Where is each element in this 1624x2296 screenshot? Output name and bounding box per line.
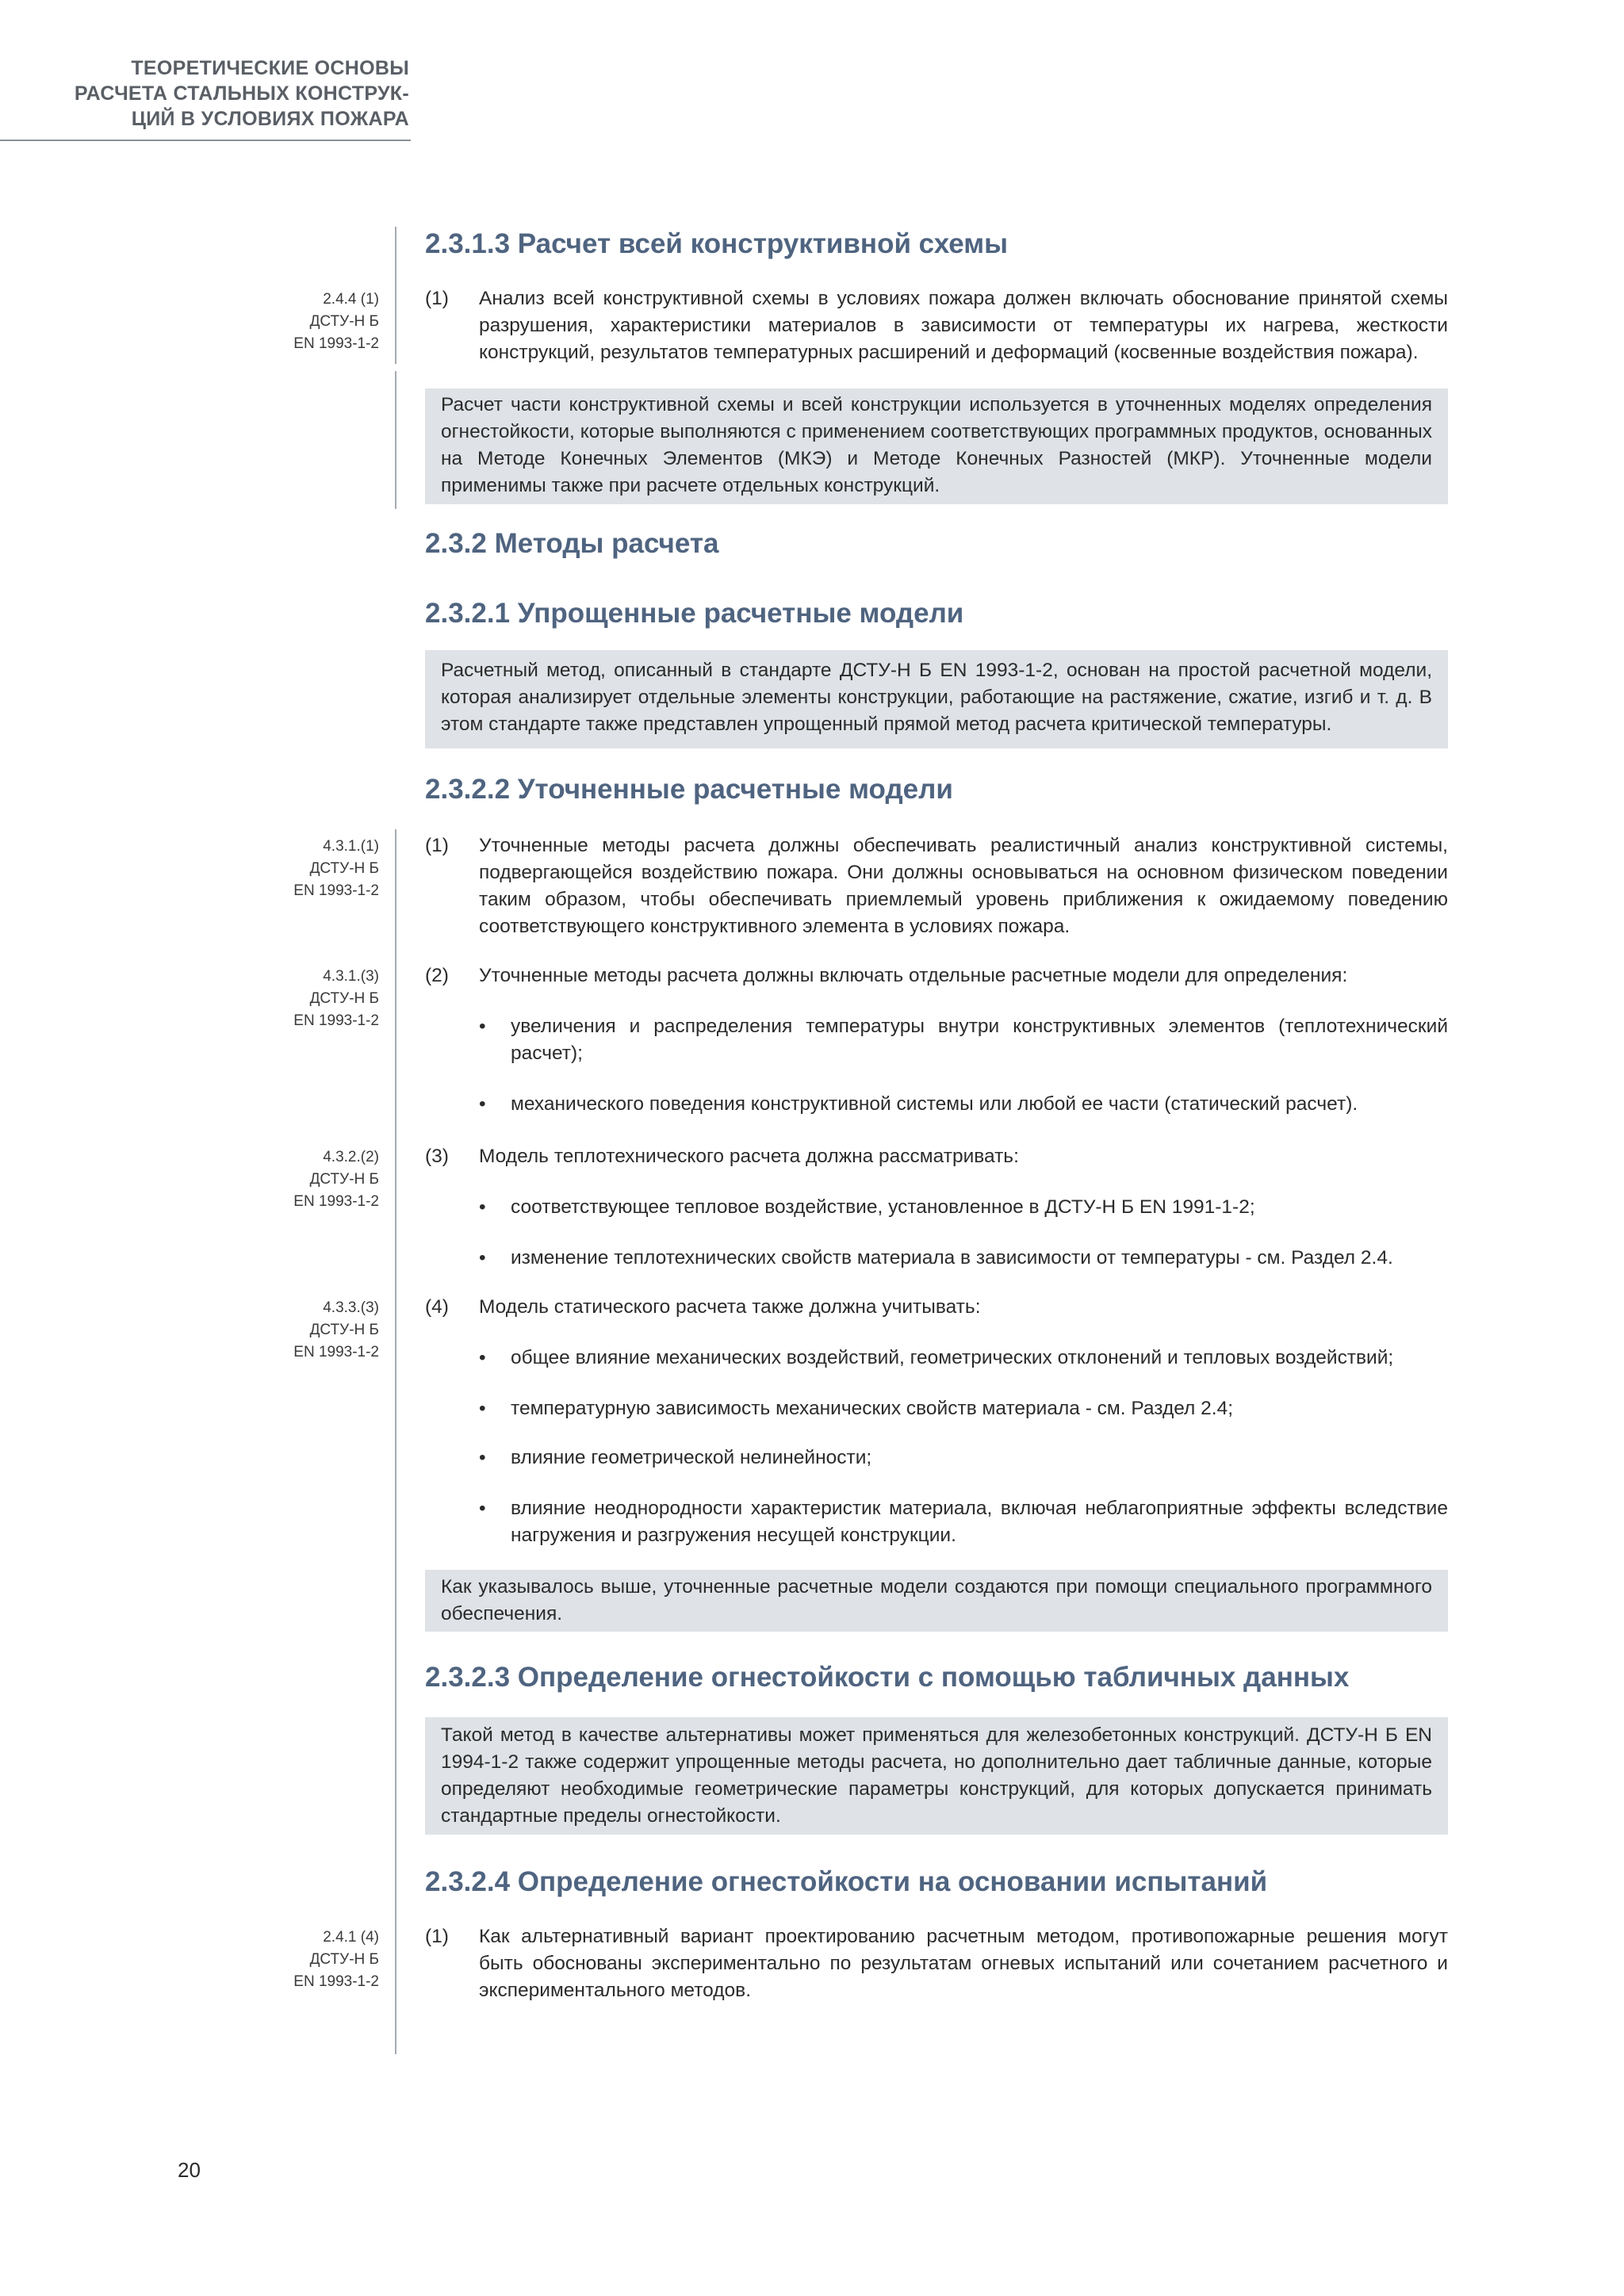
section-heading: 2.3.2.2 Уточненные расчетные модели xyxy=(425,774,953,805)
info-box: Расчетный метод, описанный в стандарте ДСТУ-Н Б EN 1993-1-2, основан на простой расчетной модели, которая анализирует отдельные элементы конструкции, работающие на растяжение, сжатие, изгиб и т. д. В этом стандарте также представлен упрощенный прямой метод расчета критической температуры. xyxy=(425,650,1448,748)
section-heading: 2.3.2.3 Определение огнестойкости с помощью табличных данных xyxy=(425,1662,1350,1693)
bullet-item xyxy=(479,1013,1448,1067)
bullet-text: общее влияние механических воздействий, геометрических отклонений и тепловых воздействий; xyxy=(511,1347,1394,1368)
numbered-paragraph xyxy=(425,1294,1448,1321)
margin-ref-standard: ДСТУ-Н Б xyxy=(309,990,379,1007)
margin-ref-standard: ДСТУ-Н Б xyxy=(309,1322,379,1338)
margin-ref-en: EN 1993-1-2 xyxy=(293,335,379,352)
bullet-text: влияние геометрической нелинейности; xyxy=(511,1447,872,1468)
bullet-marker: • xyxy=(479,1196,486,1218)
bullet-text: влияние неоднородности характеристик материала, включая неблагоприятные эффекты вследствие нагружения и разгружения несущей конструкции. xyxy=(511,1498,1448,1546)
running-header-line: РАСЧЕТА СТАЛЬНЫХ КОНСТРУК- xyxy=(74,82,409,105)
section-heading: 2.3.1.3 Расчет всей конструктивной схемы xyxy=(425,228,1009,259)
paragraph-number: (4) xyxy=(425,1296,449,1318)
margin-rule xyxy=(395,371,396,509)
bullet-text: механического поведения конструктивной системы или любой ее части (статический расчет). xyxy=(511,1093,1358,1115)
paragraph-text: Уточненные методы расчета должны включать отдельные расчетные модели для определения: xyxy=(479,965,1348,986)
paragraph-number: (1) xyxy=(425,1926,449,1947)
section-heading: 2.3.2 Методы расчета xyxy=(425,528,719,559)
paragraph-number: (1) xyxy=(425,835,449,856)
running-header-line: ТЕОРЕТИЧЕСКИЕ ОСНОВЫ xyxy=(131,57,409,79)
margin-reference xyxy=(238,289,379,355)
page-number: 20 xyxy=(178,2158,201,2182)
running-header-line: ЦИЙ В УСЛОВИЯХ ПОЖАРА xyxy=(131,108,409,130)
margin-reference xyxy=(238,836,379,902)
margin-ref-clause: 4.3.1.(3) xyxy=(323,968,379,985)
bullet-item xyxy=(479,1194,1448,1221)
info-box: Как указывалось выше, уточненные расчетные модели создаются при помощи специального программного обеспечения. xyxy=(425,1570,1448,1632)
margin-ref-en: EN 1993-1-2 xyxy=(293,882,379,899)
bullet-text: соответствующее тепловое воздействие, установленное в ДСТУ-Н Б EN 1991-1-2; xyxy=(511,1196,1255,1218)
info-box: Такой метод в качестве альтернативы может применяться для железобетонных конструкций. ДСТУ-Н Б EN 1994-1-2 также содержит упрощенные методы расчета, но дополнительно дает табличные данные, которые определяют необходимые геометрические параметры конструкций, для которых допускается принимать стандартные пределы огнестойкости. xyxy=(425,1717,1448,1835)
margin-ref-standard: ДСТУ-Н Б xyxy=(309,1951,379,1968)
margin-ref-clause: 4.3.2.(2) xyxy=(323,1149,379,1165)
paragraph-number: (3) xyxy=(425,1146,449,1167)
bullet-text: температурную зависимость механических свойств материала - см. Раздел 2.4; xyxy=(511,1398,1234,1419)
margin-rule xyxy=(395,1924,396,2000)
margin-reference xyxy=(238,966,379,1032)
numbered-paragraph xyxy=(425,1923,1448,2004)
bullet-marker: • xyxy=(479,1093,486,1115)
paragraph-text: Уточненные методы расчета должны обеспечивать реалистичный анализ конструктивной системы, подвергающейся воздействию пожара. Они должны основываться на основном физическом поведении таким образом, чтобы обеспечивать приемлемый уровень приближения к ожидаемому поведению соответствующего конструктивного элемента в условиях пожара. xyxy=(479,835,1448,937)
bullet-marker: • xyxy=(479,1016,486,1037)
margin-ref-en: EN 1993-1-2 xyxy=(293,1012,379,1029)
paragraph-text: Модель теплотехнического расчета должна рассматривать: xyxy=(479,1146,1019,1167)
margin-ref-standard: ДСТУ-Н Б xyxy=(309,313,379,330)
bullet-marker: • xyxy=(479,1247,486,1269)
numbered-paragraph xyxy=(425,832,1448,940)
running-header xyxy=(0,55,409,132)
margin-ref-clause: 2.4.1 (4) xyxy=(323,1929,379,1946)
margin-ref-en: EN 1993-1-2 xyxy=(293,1344,379,1360)
margin-rule xyxy=(395,227,396,364)
paragraph-text: Анализ всей конструктивной схемы в условиях пожара должен включать обоснование принятой схемы разрушения, характеристики материалов в зависимости от температуры их нагрева, жесткости конструкций, результатов температурных расширений и деформаций (косвенные воздействия пожара). xyxy=(479,288,1448,363)
margin-rule xyxy=(395,829,396,2054)
bullet-marker: • xyxy=(479,1347,486,1368)
paragraph-text: Как альтернативный вариант проектированию расчетным методом, противопожарные решения могут быть обоснованы экспериментально по результатам огневых испытаний или сочетанием расчетного и экспериментального методов. xyxy=(479,1926,1448,2001)
bullet-text: изменение теплотехнических свойств материала в зависимости от температуры - см. Раздел 2.4. xyxy=(511,1247,1393,1269)
margin-ref-clause: 4.3.1.(1) xyxy=(323,838,379,855)
bullet-item xyxy=(479,1495,1448,1549)
bullet-item xyxy=(479,1395,1448,1422)
bullet-item xyxy=(479,1245,1448,1272)
bullet-item xyxy=(479,1445,1448,1471)
margin-ref-en: EN 1993-1-2 xyxy=(293,1973,379,1990)
numbered-paragraph xyxy=(425,962,1448,989)
bullet-marker: • xyxy=(479,1398,486,1419)
bullet-marker: • xyxy=(479,1498,486,1519)
margin-ref-clause: 2.4.4 (1) xyxy=(323,291,379,308)
section-heading: 2.3.2.1 Упрощенные расчетные модели xyxy=(425,598,964,629)
margin-ref-en: EN 1993-1-2 xyxy=(293,1193,379,1210)
margin-ref-standard: ДСТУ-Н Б xyxy=(309,1171,379,1188)
bullet-item xyxy=(479,1091,1448,1118)
header-divider xyxy=(0,140,411,141)
margin-reference xyxy=(238,1297,379,1364)
info-box: Расчет части конструктивной схемы и всей конструкции используется в уточненных моделях определения огнестойкости, которые выполняются с применением соответствующих программных продуктов, основанных на Методе Конечных Элементов (МКЭ) и Методе Конечных Разностей (МКР). Уточненные модели применимы также при расчете отдельных конструкций. xyxy=(425,388,1448,504)
numbered-paragraph xyxy=(425,1143,1448,1170)
margin-ref-standard: ДСТУ-Н Б xyxy=(309,860,379,877)
margin-ref-clause: 4.3.3.(3) xyxy=(323,1299,379,1316)
paragraph-number: (1) xyxy=(425,288,449,309)
bullet-text: увеличения и распределения температуры внутри конструктивных элементов (теплотехнический расчет); xyxy=(511,1016,1448,1064)
section-heading: 2.3.2.4 Определение огнестойкости на основании испытаний xyxy=(425,1866,1268,1897)
margin-reference xyxy=(238,1927,379,1993)
bullet-marker: • xyxy=(479,1447,486,1468)
paragraph-number: (2) xyxy=(425,965,449,986)
paragraph-text: Модель статического расчета также должна учитывать: xyxy=(479,1296,981,1318)
bullet-item xyxy=(479,1345,1448,1372)
numbered-paragraph xyxy=(425,285,1448,366)
margin-reference xyxy=(238,1146,379,1213)
